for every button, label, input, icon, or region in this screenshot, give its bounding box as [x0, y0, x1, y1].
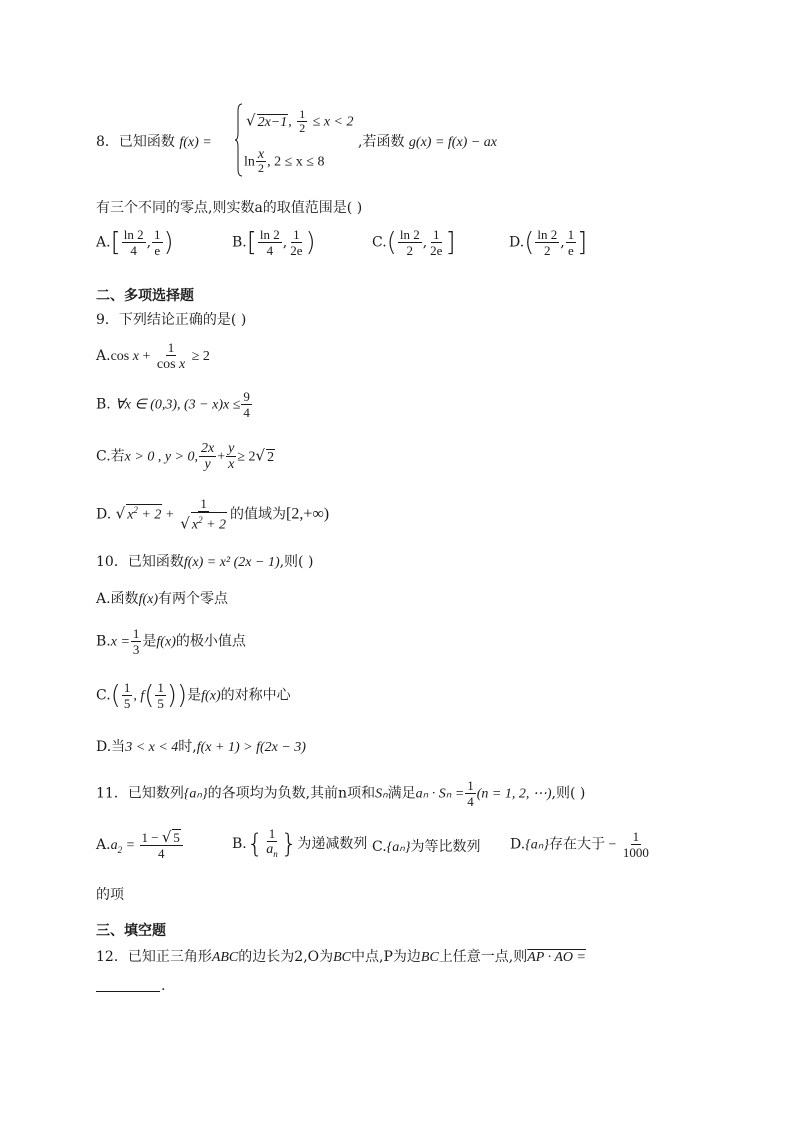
q8-gx: g(x) = f(x) − ax [408, 135, 497, 150]
q10-option-c: C.( $\frac{1}{5}$ , f( $\frac{1}{5}$ ))是f(x)的对称中心 [96, 680, 291, 711]
q12-stem: 12．已知正三角形ABC的边长为2,O为BC中点,P为边BC上任意一点,则AP · AO = [96, 949, 586, 965]
q12-tail: . [161, 978, 166, 994]
q10-option-a: A.函数f(x)有两个零点 [96, 591, 228, 607]
q9-option-d: D. √ $x^2 + 2$ + $\frac{1}{√ x^2 + 2}$ 的值域为[2,+∞) [96, 496, 330, 533]
section-heading-fill-in: 三、填空题 [96, 923, 166, 939]
piecewise-brace [235, 103, 243, 177]
q11-option-a: $A.a_2$ = $\frac{1 - √ 5}{4}$ [96, 829, 184, 861]
q8-fx: f(x) = [179, 135, 212, 150]
q8-option-a: A.[ $\frac{\ln 2}{4}$ , $\frac{1}{e}$ ) [96, 227, 174, 258]
q8-g [358, 131, 497, 151]
q9-option-b: B. ∀x ∈ (0,3), (3 − x)x ≤ $\frac{9}{4}$ [96, 389, 250, 420]
q9-option-c: C.若x > 0 , y > 0, $\frac{2x}{y}$ + $\frac{y}{x}$ ≥ 2√ 2 [96, 441, 275, 472]
q8-piece2: ln $\frac{x}{2}$ , 2 ≤ x ≤ 8 [244, 147, 325, 175]
q8-option-b: B.[ $\frac{\ln 2}{4}$ , $\frac{1}{2e}$ ) [232, 227, 316, 258]
q8-number: 8． [96, 134, 119, 150]
q8-piece1: √ 2x−1, $\frac{1}{2}$ ≤ x < 2 [246, 107, 354, 135]
q11-option-d: D.{aₙ}存在大于 − $\frac{1}{1000}$ [510, 829, 649, 860]
q11-stem: 11．已知数列{aₙ}的各项均为负数,其前n项和Sₙ满足aₙ · Sₙ = $\frac{1}{4}$ (n = 1, 2, ⋯),则( ) [96, 778, 586, 809]
q8-option-c: C.( $\frac{\ln 2}{2}$ , $\frac{1}{2e}$ ] [372, 227, 456, 258]
q10-stem: 10．已知函数f(x) = x² (2x − 1),则( ) [96, 554, 314, 570]
q9-stem: 9．下列结论正确的是( ) [96, 312, 247, 328]
q8-lead: 已知函数 [118, 134, 175, 150]
q10-option-b: B.x = $\frac{1}{3}$ 是f(x)的极小值点 [96, 626, 246, 657]
q11-option-c: C.{aₙ}为等比数列 [372, 839, 481, 855]
q11-option-d-tail: 的项 [96, 887, 124, 903]
section-heading-multiple-choice: 二、多项选择题 [96, 288, 194, 304]
q8-if-g: ,若函数 [358, 134, 405, 150]
q9-option-a: A.cos x + $\frac{1}{\text{cos x}}$ ≥ 2 [96, 340, 210, 372]
q8-option-d: D.( $\frac{\ln 2}{2}$ , $\frac{1}{e}$ ] [509, 227, 588, 258]
q8-line1 [96, 131, 212, 151]
q11-option-b: B.{ $\frac{1}{a_n}$ }为递减数列 [232, 826, 368, 859]
q12-answer-blank[interactable] [96, 991, 160, 992]
q10-option-d: D.当3 < x < 4时,f(x + 1) > f(2x − 3) [96, 739, 306, 755]
q8-stem2: 有三个不同的零点,则实数a的取值范围是( ) [96, 200, 363, 216]
